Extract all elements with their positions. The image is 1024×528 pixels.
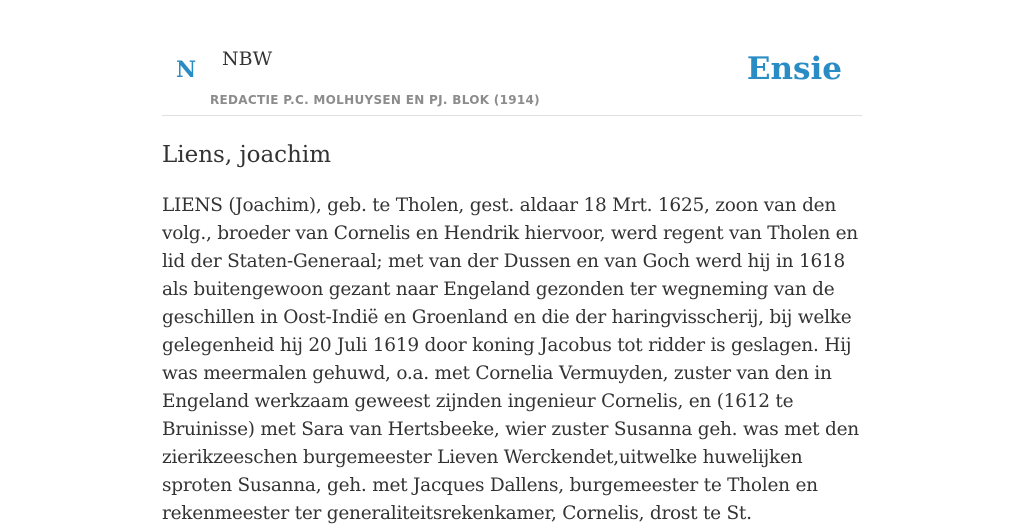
- article-title: Liens, joachim: [162, 142, 332, 168]
- source-header: [162, 0, 862, 116]
- source-editors: REDACTIE P.C. MOLHUYSEN EN PJ. BLOK (1914): [210, 93, 540, 107]
- source-name[interactable]: NBW: [222, 48, 273, 70]
- brand-logo[interactable]: Ensie: [746, 51, 842, 87]
- article-body: LIENS (Joachim), geb. te Tholen, gest. aldaar 18 Mrt. 1625, zoon van den volg., broeder van Cornelis en Hendrik hiervoor, werd regent van Tholen en lid der Staten-Generaal; met van der Dussen en van Goch werd hij in 1618 als buitengewoon gezant naar Engeland gezonden ter wegneming van de geschillen in Oost-Indië en Groenland en die der haringvisscherij, bij welke gelegenheid hij 20 Juli 1619 door koning Jacobus tot ridder is geslagen. Hij was meermalen gehuwd, o.a. met Cornelia Vermuyden, zuster van den in Engeland werkzaam geweest zijnden ingenieur Cornelis, en (1612 te Bruinisse) met Sara van Hertsbeeke, wier zuster Susanna geh. was met den zierikzeeschen burgemeester Lieven Werckendet,uitwelke huwelijken sproten Susanna, geh. met Jacques Dallens, burgemeester te Tholen en rekenmeester ter generaliteitsrekenkamer, Cornelis, drost te St.: [162, 195, 859, 524]
- article-page: [162, 0, 862, 524]
- source-logo[interactable]: N: [176, 57, 197, 83]
